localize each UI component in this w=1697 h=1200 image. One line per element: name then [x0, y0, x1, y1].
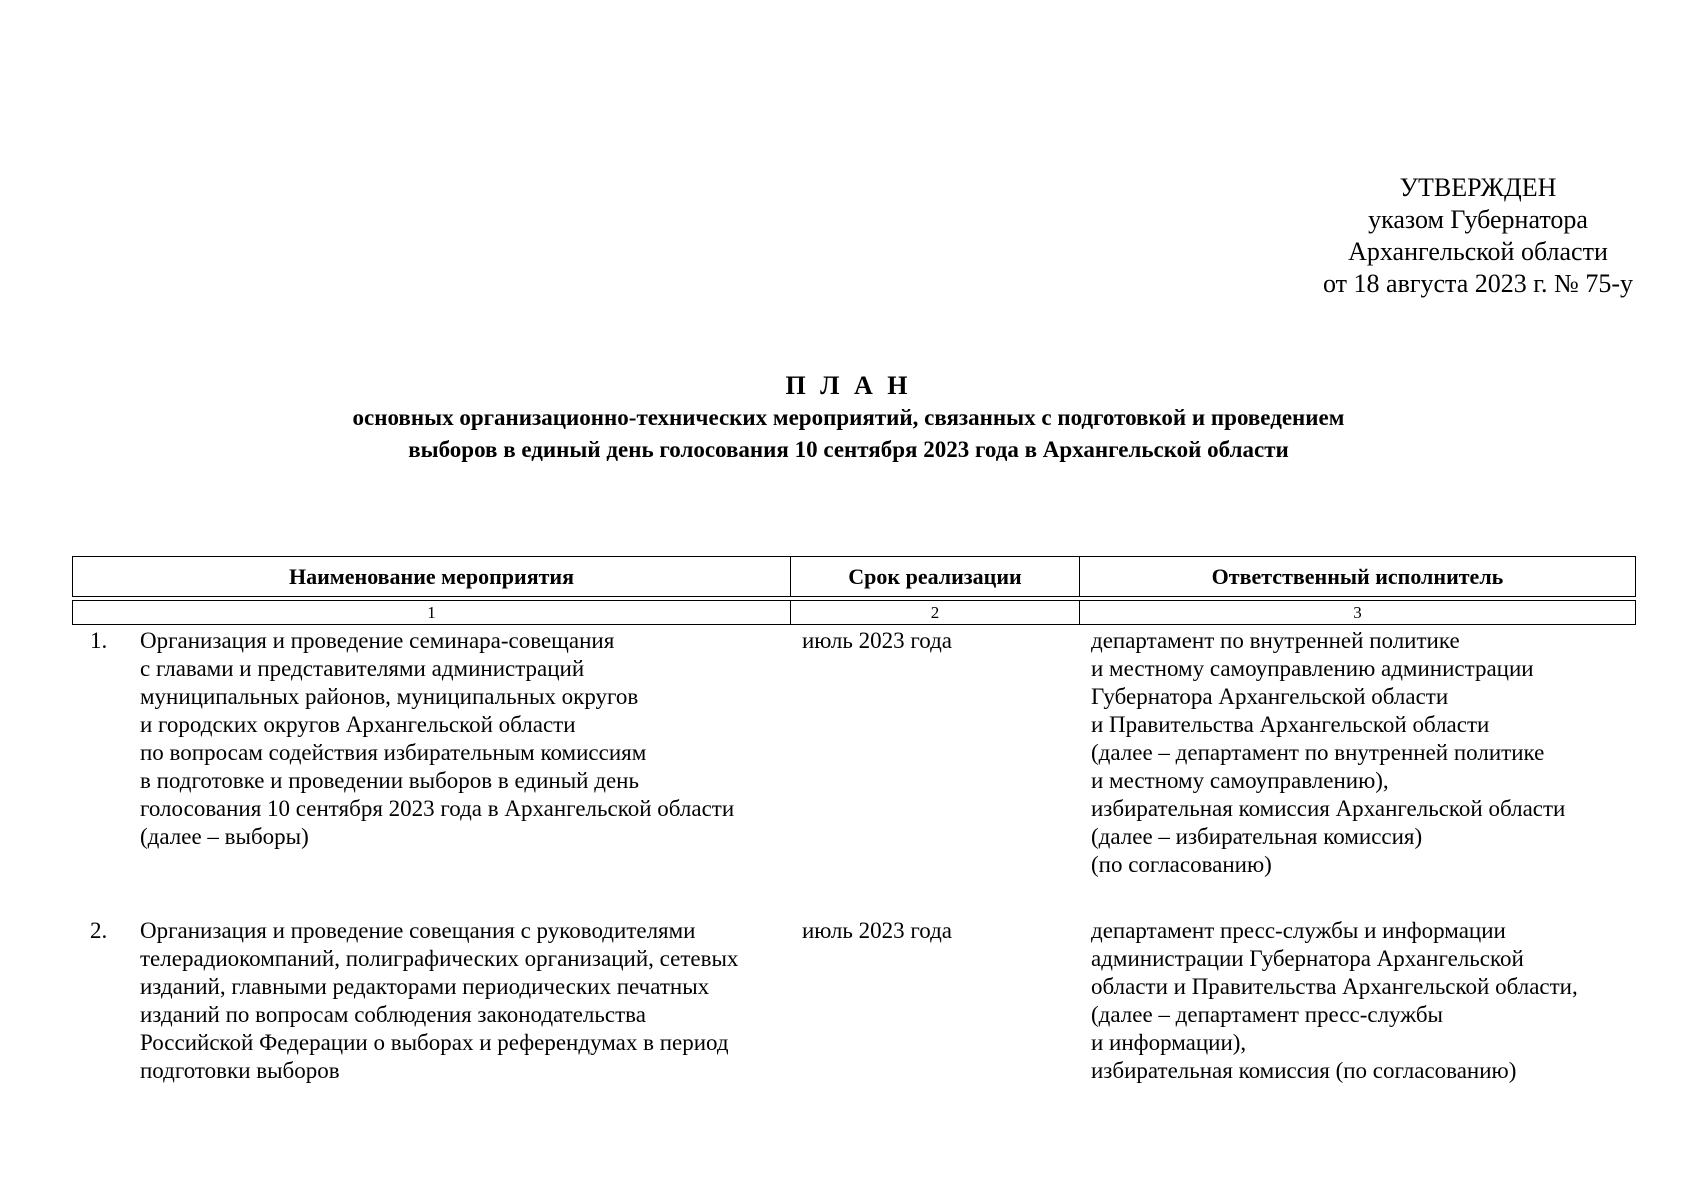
row-activity-cell [72, 879, 790, 1085]
header-deadline: Срок реализации [790, 556, 1079, 597]
header-responsible: Ответственный исполнитель [1079, 556, 1636, 597]
approval-region: Архангельской области [1348, 237, 1608, 266]
column-numbering-row [72, 600, 1636, 625]
approval-stamp [1278, 172, 1678, 300]
table-header-row [72, 556, 1636, 597]
plan-table-container [72, 556, 1636, 1085]
row-deadline: июль 2023 года [802, 628, 952, 653]
plan-table [72, 556, 1636, 1085]
plan-heading [0, 369, 1697, 466]
row-number: 1. [90, 628, 108, 653]
row-number: 2. [90, 918, 108, 943]
row-activity-cell [72, 625, 790, 879]
row-activity-name: Организация и проведение совещания с руководителями телерадиокомпаний, полиграфических организаций, сетевых изданий, главными редакторами периодических печатных изданий по вопросам соблюдения законодательства Российской Федерации о выборах и референдумах в период подготовки выборов [140, 918, 739, 1083]
plan-title: П Л А Н [785, 371, 912, 400]
column-number-1: 1 [72, 600, 790, 625]
header-activity-name: Наименование мероприятия [72, 556, 790, 597]
table-row [72, 625, 1636, 879]
plan-subtitle-line-2: выборов в единый день голосования 10 сентября 2023 года в Архангельской области [408, 437, 1289, 462]
plan-subtitle-line-1: основных организационно-технических мероприятий, связанных с подготовкой и проведением [352, 405, 1345, 430]
row-activity-name: Организация и проведение семинара-совещания с главами и представителями администраций муниципальных районов, муниципальных округов и городских округов Архангельской области по вопросам содействия избирательным комиссиям в подготовке и проведении выборов в единый день голосования 10 сентября 2023 года в Архангельской области (далее – выборы) [140, 628, 735, 849]
row-responsible: департамент пресс-службы и информации администрации Губернатора Архангельской области и Правительства Архангельской области, (далее – департамент пресс-службы и информации), избирательная комиссия (по согласованию) [1091, 918, 1578, 1083]
table-row [72, 879, 1636, 1085]
approval-decree-date: от 18 августа 2023 г. № 75-у [1323, 269, 1633, 298]
row-deadline: июль 2023 года [802, 918, 952, 943]
row-responsible: департамент по внутренней политике и местному самоуправлению администрации Губернатора Архангельской области и Правительства Архангельской области (далее – департамент по внутренней политике и местному самоуправлению), избирательная комиссия Архангельской области (далее – избирательная комиссия) (по согласованию) [1091, 628, 1566, 877]
approval-authority: указом Губернатора [1368, 205, 1588, 234]
column-number-2: 2 [790, 600, 1079, 625]
approval-status: УТВЕРЖДЕН [1399, 173, 1557, 202]
column-number-3: 3 [1079, 600, 1636, 625]
